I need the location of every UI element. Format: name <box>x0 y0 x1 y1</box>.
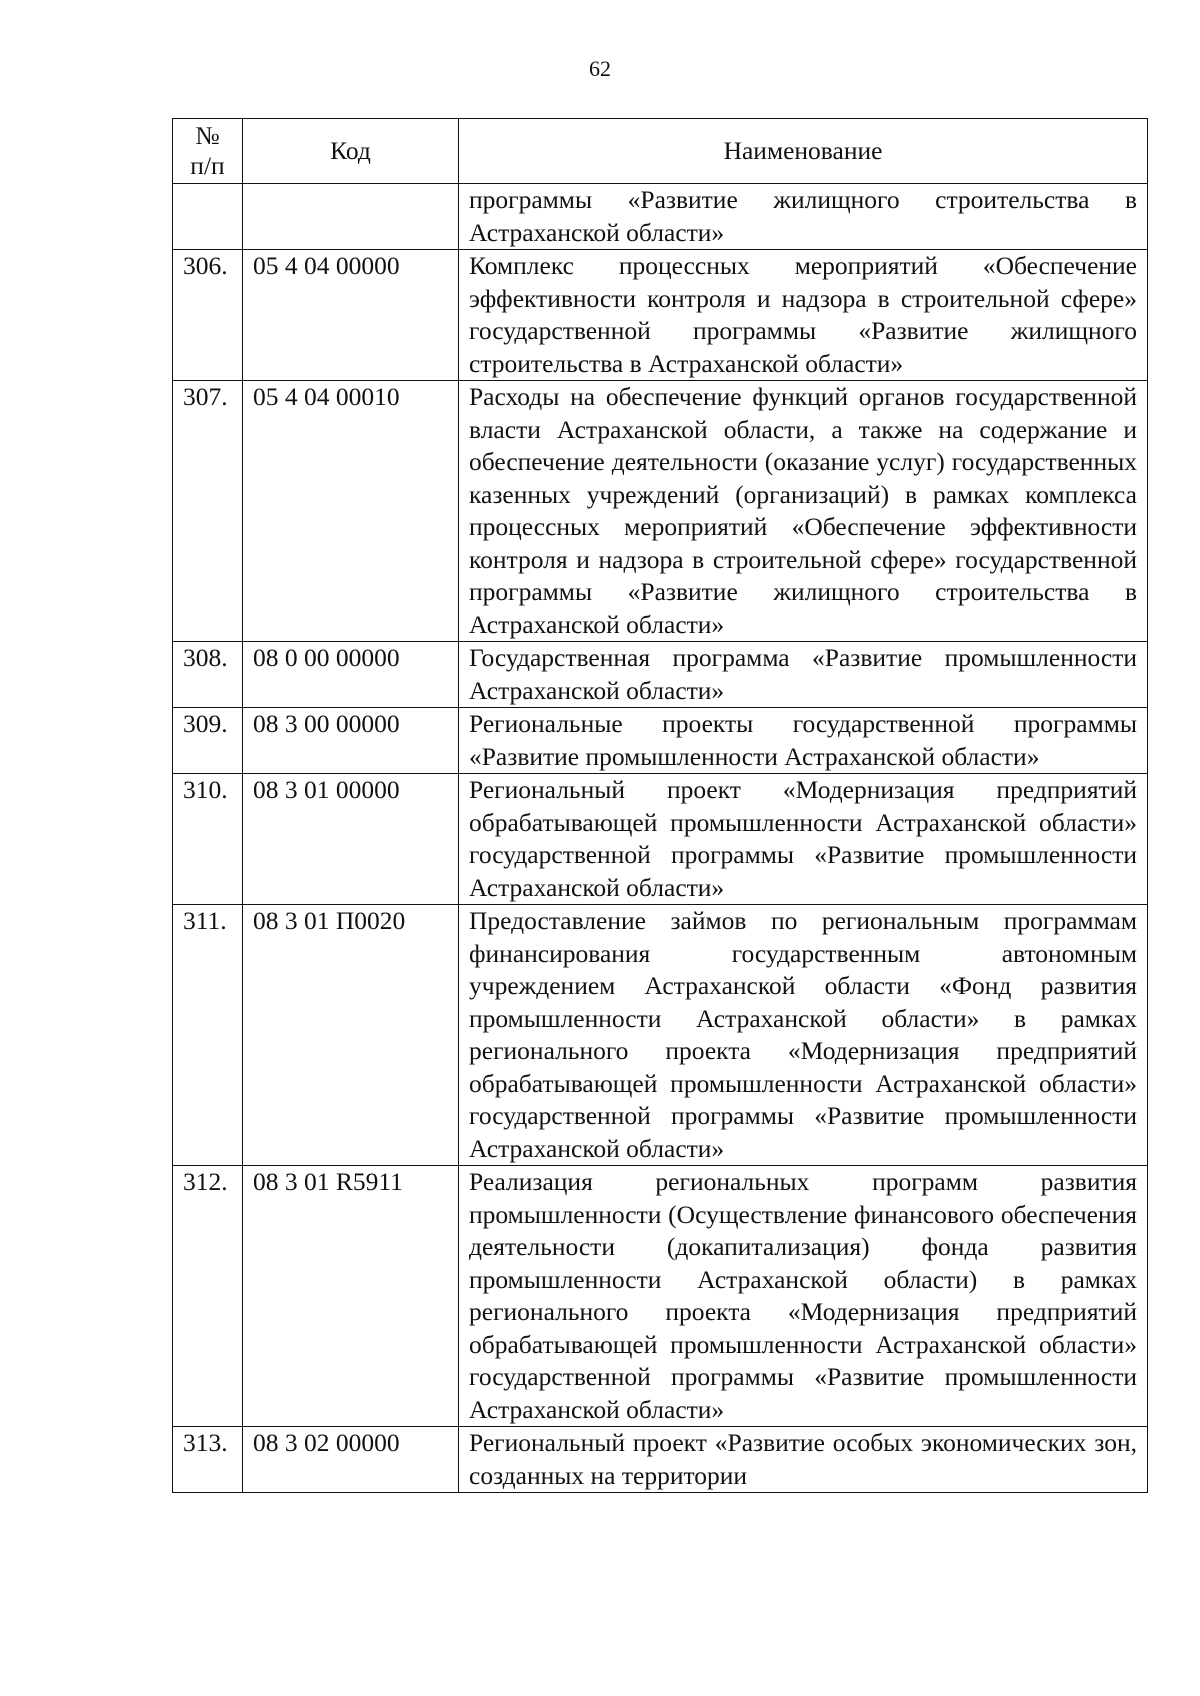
table-row <box>173 250 1148 381</box>
table-row <box>173 774 1148 905</box>
table-row <box>173 708 1148 774</box>
row-number: 311. <box>173 905 243 1166</box>
table-row <box>173 1166 1148 1427</box>
row-name: Государственная программа «Развитие промышленности Астраханской области» <box>459 642 1148 708</box>
row-number: 309. <box>173 708 243 774</box>
row-code: 08 3 01 00000 <box>243 774 459 905</box>
header-num-abbrev: п/п <box>190 151 225 180</box>
row-name: Региональный проект «Развитие особых экономических зон, созданных на территории <box>459 1427 1148 1493</box>
row-code: 05 4 04 00000 <box>243 250 459 381</box>
row-code: 05 4 04 00010 <box>243 381 459 642</box>
table-row <box>173 184 1148 250</box>
header-num-symbol: № <box>195 121 220 150</box>
table-row <box>173 642 1148 708</box>
row-code: 08 3 01 R5911 <box>243 1166 459 1427</box>
row-number: 310. <box>173 774 243 905</box>
header-num <box>173 119 243 184</box>
row-name: Предоставление займов по региональным программам финансирования государственным автономным учреждением Астраханской области «Фонд развития промышленности Астраханской области» в рамках регионального проекта «Модернизация предприятий обрабатывающей промышленности Астраханской области» государственной программы «Развитие промышленности Астраханской области» <box>459 905 1148 1166</box>
row-name: Расходы на обеспечение функций органов государственной власти Астраханской области, а также на содержание и обеспечение деятельности (оказание услуг) государственных казенных учреждений (организаций) в рамках комплекса процессных мероприятий «Обеспечение эффективности контроля и надзора в строительной сфере» государственной программы «Развитие жилищного строительства в Астраханской области» <box>459 381 1148 642</box>
row-name: Комплекс процессных мероприятий «Обеспечение эффективности контроля и надзора в строительной сфере» государственной программы «Развитие жилищного строительства в Астраханской области» <box>459 250 1148 381</box>
page-number: 62 <box>589 56 611 81</box>
row-number: 308. <box>173 642 243 708</box>
table-row <box>173 381 1148 642</box>
table-row <box>173 905 1148 1166</box>
row-code: 08 0 00 00000 <box>243 642 459 708</box>
row-number <box>173 184 243 250</box>
row-name: Реализация региональных программ развития промышленности (Осуществление финансового обеспечения деятельности (докапитализация) фонда развития промышленности Астраханской области) в рамках регионального проекта «Модернизация предприятий обрабатывающей промышленности Астраханской области» государственной программы «Развитие промышленности Астраханской области» <box>459 1166 1148 1427</box>
row-number: 313. <box>173 1427 243 1493</box>
classification-table <box>172 118 1148 1493</box>
table-row <box>173 1427 1148 1493</box>
row-name: Региональный проект «Модернизация предприятий обрабатывающей промышленности Астраханской области» государственной программы «Развитие промышленности Астраханской области» <box>459 774 1148 905</box>
row-name: Региональные проекты государственной программы «Развитие промышленности Астраханской области» <box>459 708 1148 774</box>
table-header <box>173 119 1148 184</box>
header-name: Наименование <box>459 119 1148 184</box>
row-number: 307. <box>173 381 243 642</box>
row-name: программы «Развитие жилищного строительства в Астраханской области» <box>459 184 1148 250</box>
row-code: 08 3 00 00000 <box>243 708 459 774</box>
table-body <box>173 184 1148 1493</box>
row-code <box>243 184 459 250</box>
row-number: 312. <box>173 1166 243 1427</box>
row-code: 08 3 02 00000 <box>243 1427 459 1493</box>
header-code: Код <box>243 119 459 184</box>
row-number: 306. <box>173 250 243 381</box>
header-row <box>173 119 1148 184</box>
row-code: 08 3 01 П0020 <box>243 905 459 1166</box>
